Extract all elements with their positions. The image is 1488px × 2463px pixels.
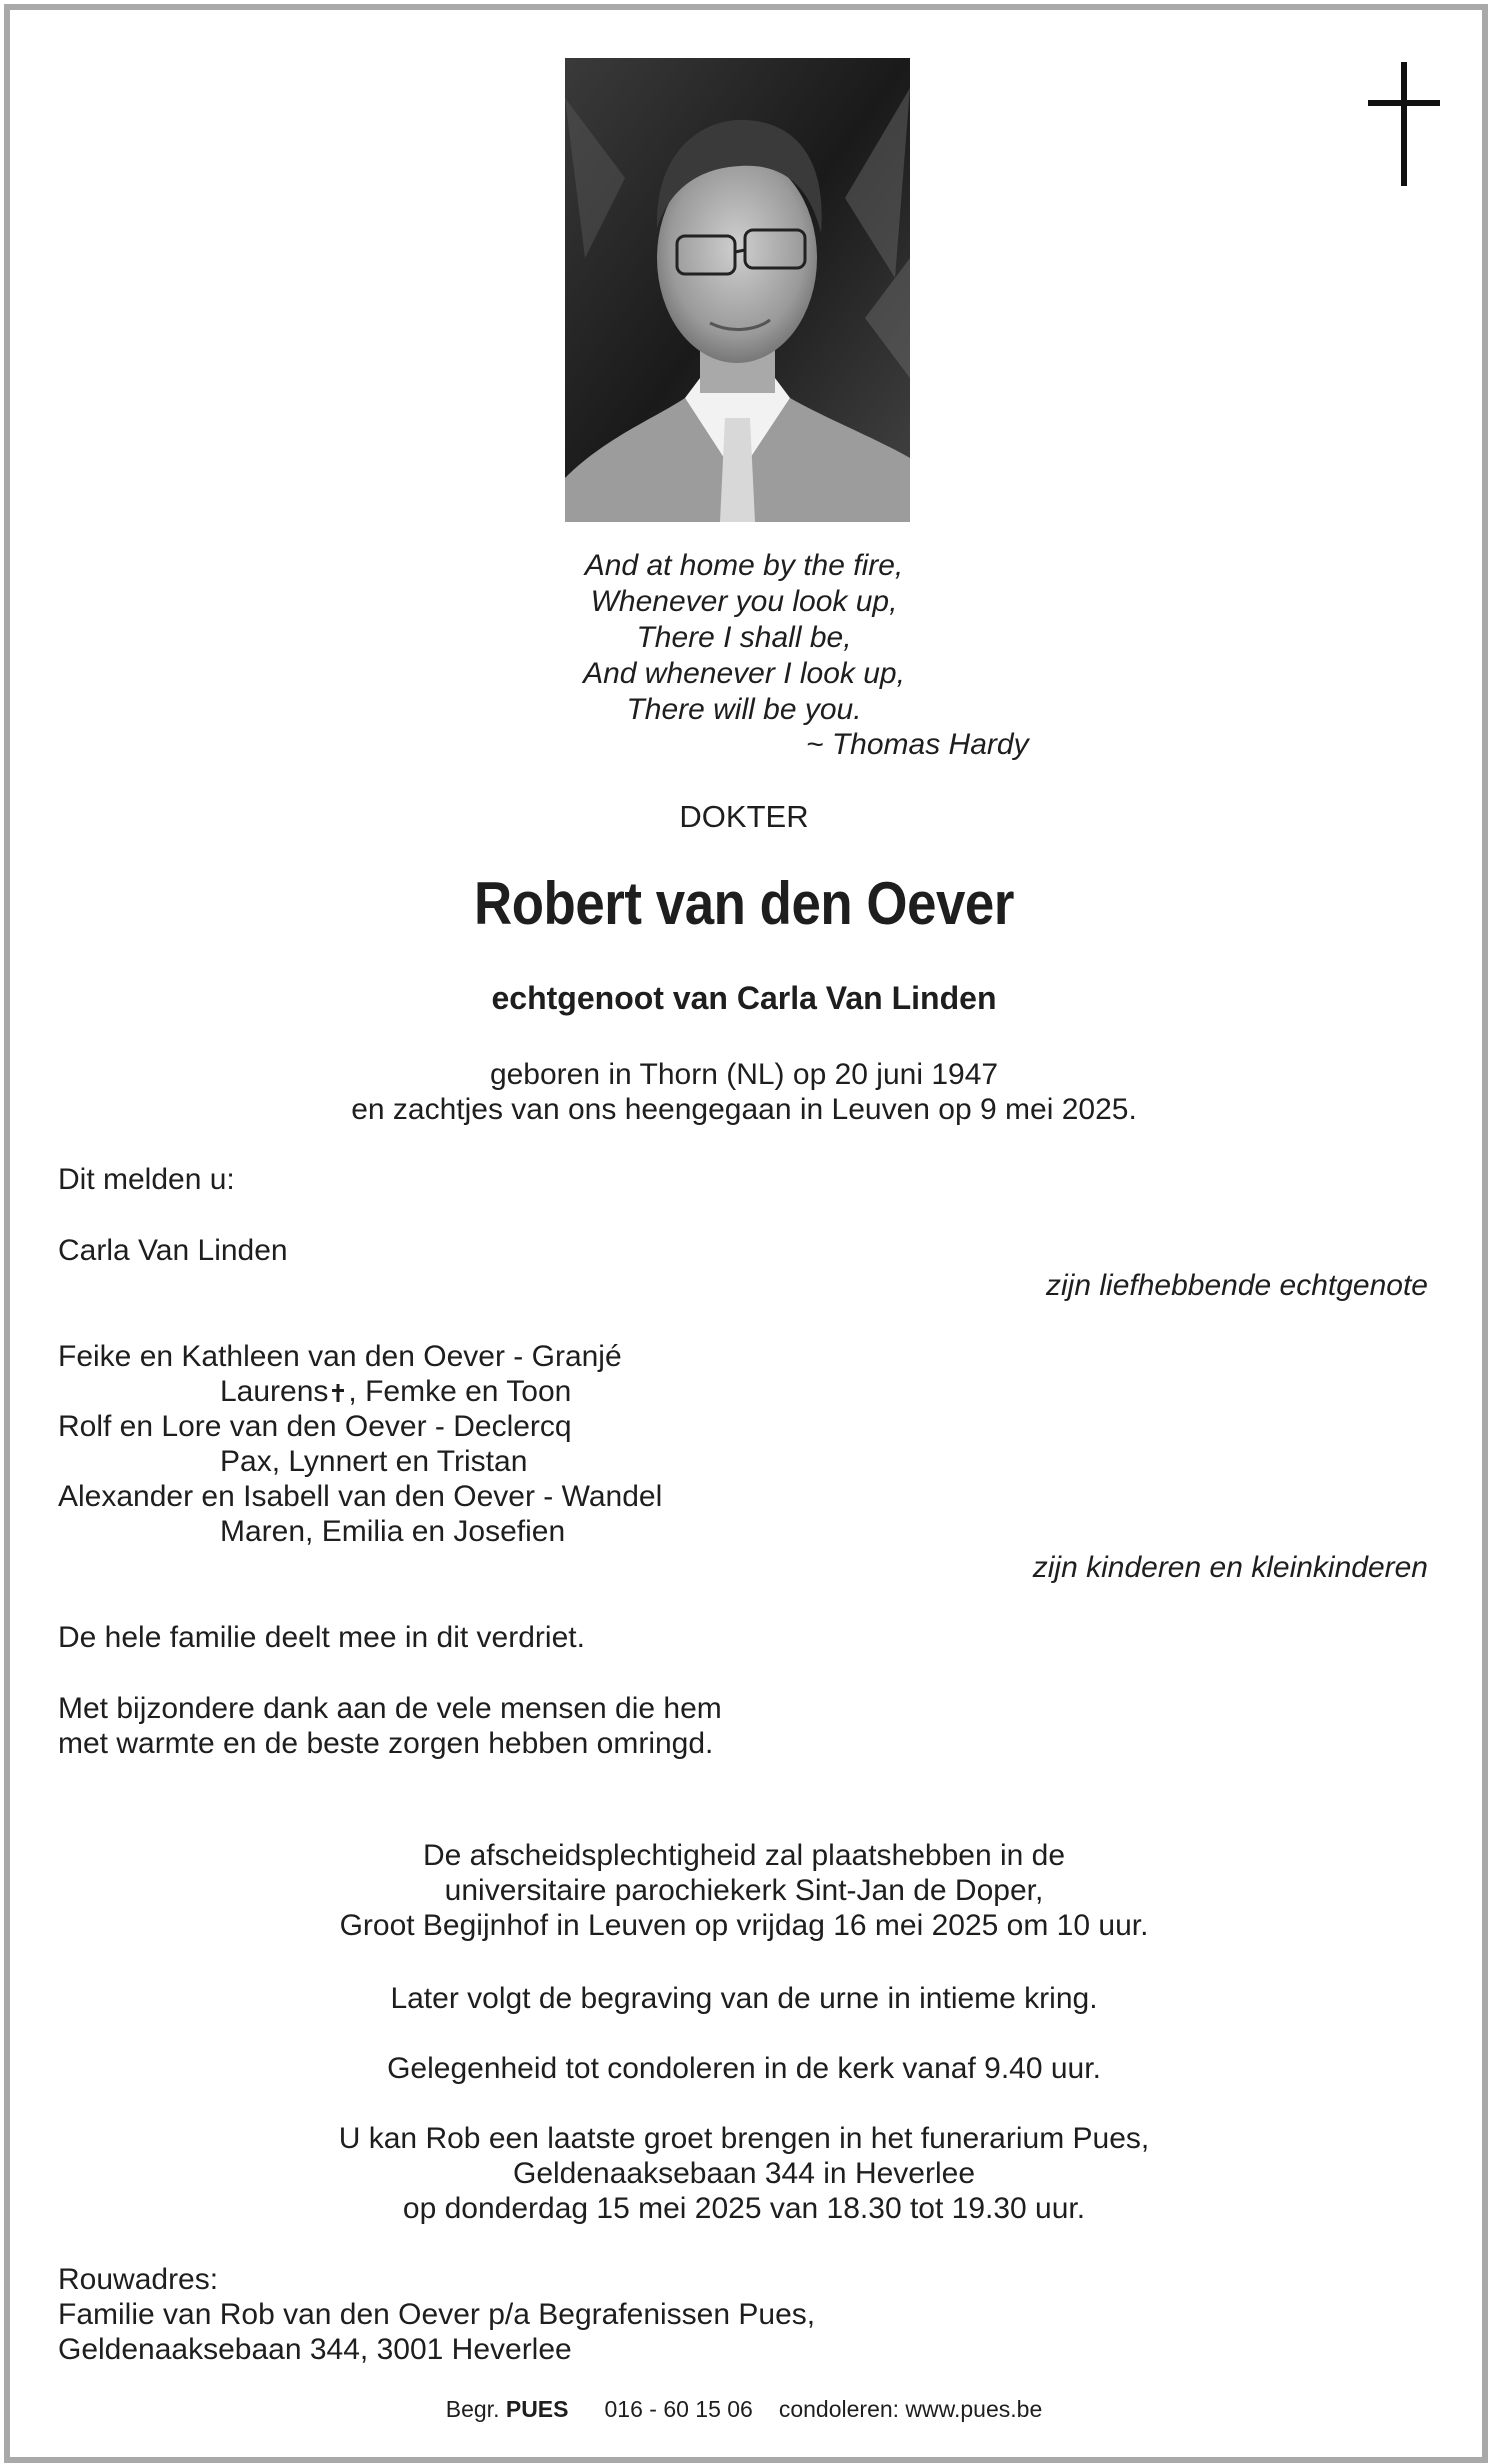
footer-company: PUES bbox=[505, 2396, 569, 2422]
poem-line: And at home by the fire, bbox=[584, 549, 904, 582]
condolences-line: Gelegenheid tot condoleren in de kerk vanaf 9.40 uur. bbox=[387, 2052, 1101, 2085]
burial-line: Later volgt de begraving van de urne in intieme kring. bbox=[390, 1982, 1098, 2015]
footer-prefix: Begr. bbox=[445, 2396, 500, 2422]
announcers-intro: Dit melden u: bbox=[58, 1163, 235, 1196]
visitation-line: U kan Rob een laatste groet brengen in het funerarium Pues, bbox=[338, 2122, 1150, 2155]
grandchildren: Pax, Lynnert en Tristan bbox=[220, 1445, 528, 1478]
child-family: Alexander en Isabell van den Oever - Wandel bbox=[58, 1480, 663, 1513]
address-line: Familie van Rob van den Oever p/a Begrafenissen Pues, bbox=[58, 2298, 816, 2331]
death-line: en zachtjes van ons heengegaan in Leuven op 9 mei 2025. bbox=[351, 1093, 1137, 1126]
visitation-line: op donderdag 15 mei 2025 van 18.30 tot 19.30 uur. bbox=[402, 2192, 1086, 2225]
address-line: Geldenaaksebaan 344, 3001 Heverlee bbox=[58, 2333, 572, 2366]
poem bbox=[0, 548, 1488, 728]
poem-line: There will be you. bbox=[626, 693, 862, 726]
children-role: zijn kinderen en kleinkinderen bbox=[1032, 1551, 1428, 1584]
poem-line: And whenever I look up, bbox=[583, 657, 905, 690]
footer bbox=[0, 2394, 1488, 2424]
ceremony-line: Groot Begijnhof in Leuven op vrijdag 16 mei 2025 om 10 uur. bbox=[339, 1909, 1149, 1942]
ceremony-line: De afscheidsplechtigheid zal plaatshebben in de bbox=[422, 1839, 1066, 1872]
address-label: Rouwadres: bbox=[58, 2263, 219, 2296]
deceased-cross-icon bbox=[330, 1382, 346, 1404]
birth-line: geboren in Thorn (NL) op 20 juni 1947 bbox=[489, 1058, 999, 1091]
grandchildren: Maren, Emilia en Josefien bbox=[220, 1515, 566, 1548]
child-family: Feike en Kathleen van den Oever - Granjé bbox=[58, 1340, 622, 1373]
deceased-title: DOKTER bbox=[679, 799, 809, 834]
visitation-line: Geldenaaksebaan 344 in Heverlee bbox=[513, 2157, 975, 2190]
family-line: De hele familie deelt mee in dit verdriet. bbox=[58, 1621, 585, 1654]
spouse-line: echtgenoot van Carla Van Linden bbox=[491, 980, 997, 1016]
grandchildren bbox=[220, 1374, 571, 1409]
ceremony-line: universitaire parochiekerk Sint-Jan de Doper, bbox=[444, 1874, 1044, 1907]
grandchild-name: Laurens bbox=[220, 1375, 329, 1408]
footer-condolence: condoleren: www.pues.be bbox=[778, 2396, 1043, 2422]
thanks-line: Met bijzondere dank aan de vele mensen die hem bbox=[58, 1692, 722, 1725]
portrait-photo bbox=[565, 58, 910, 522]
spouse-name: Carla Van Linden bbox=[58, 1234, 288, 1267]
footer-phone: 016 - 60 15 06 bbox=[604, 2396, 753, 2422]
thanks-line: met warmte en de beste zorgen hebben omringd. bbox=[58, 1727, 714, 1760]
grandchildren-rest: , Femke en Toon bbox=[348, 1375, 572, 1408]
poem-line: Whenever you look up, bbox=[590, 585, 898, 618]
deceased-name: Robert van den Oever bbox=[474, 870, 1014, 937]
cross-icon bbox=[1368, 62, 1440, 186]
spouse-role: zijn liefhebbende echtgenote bbox=[1046, 1269, 1428, 1302]
poem-attribution: ~ Thomas Hardy bbox=[806, 728, 1029, 761]
poem-line: There I shall be, bbox=[636, 621, 852, 654]
child-family: Rolf en Lore van den Oever - Declercq bbox=[58, 1410, 572, 1443]
